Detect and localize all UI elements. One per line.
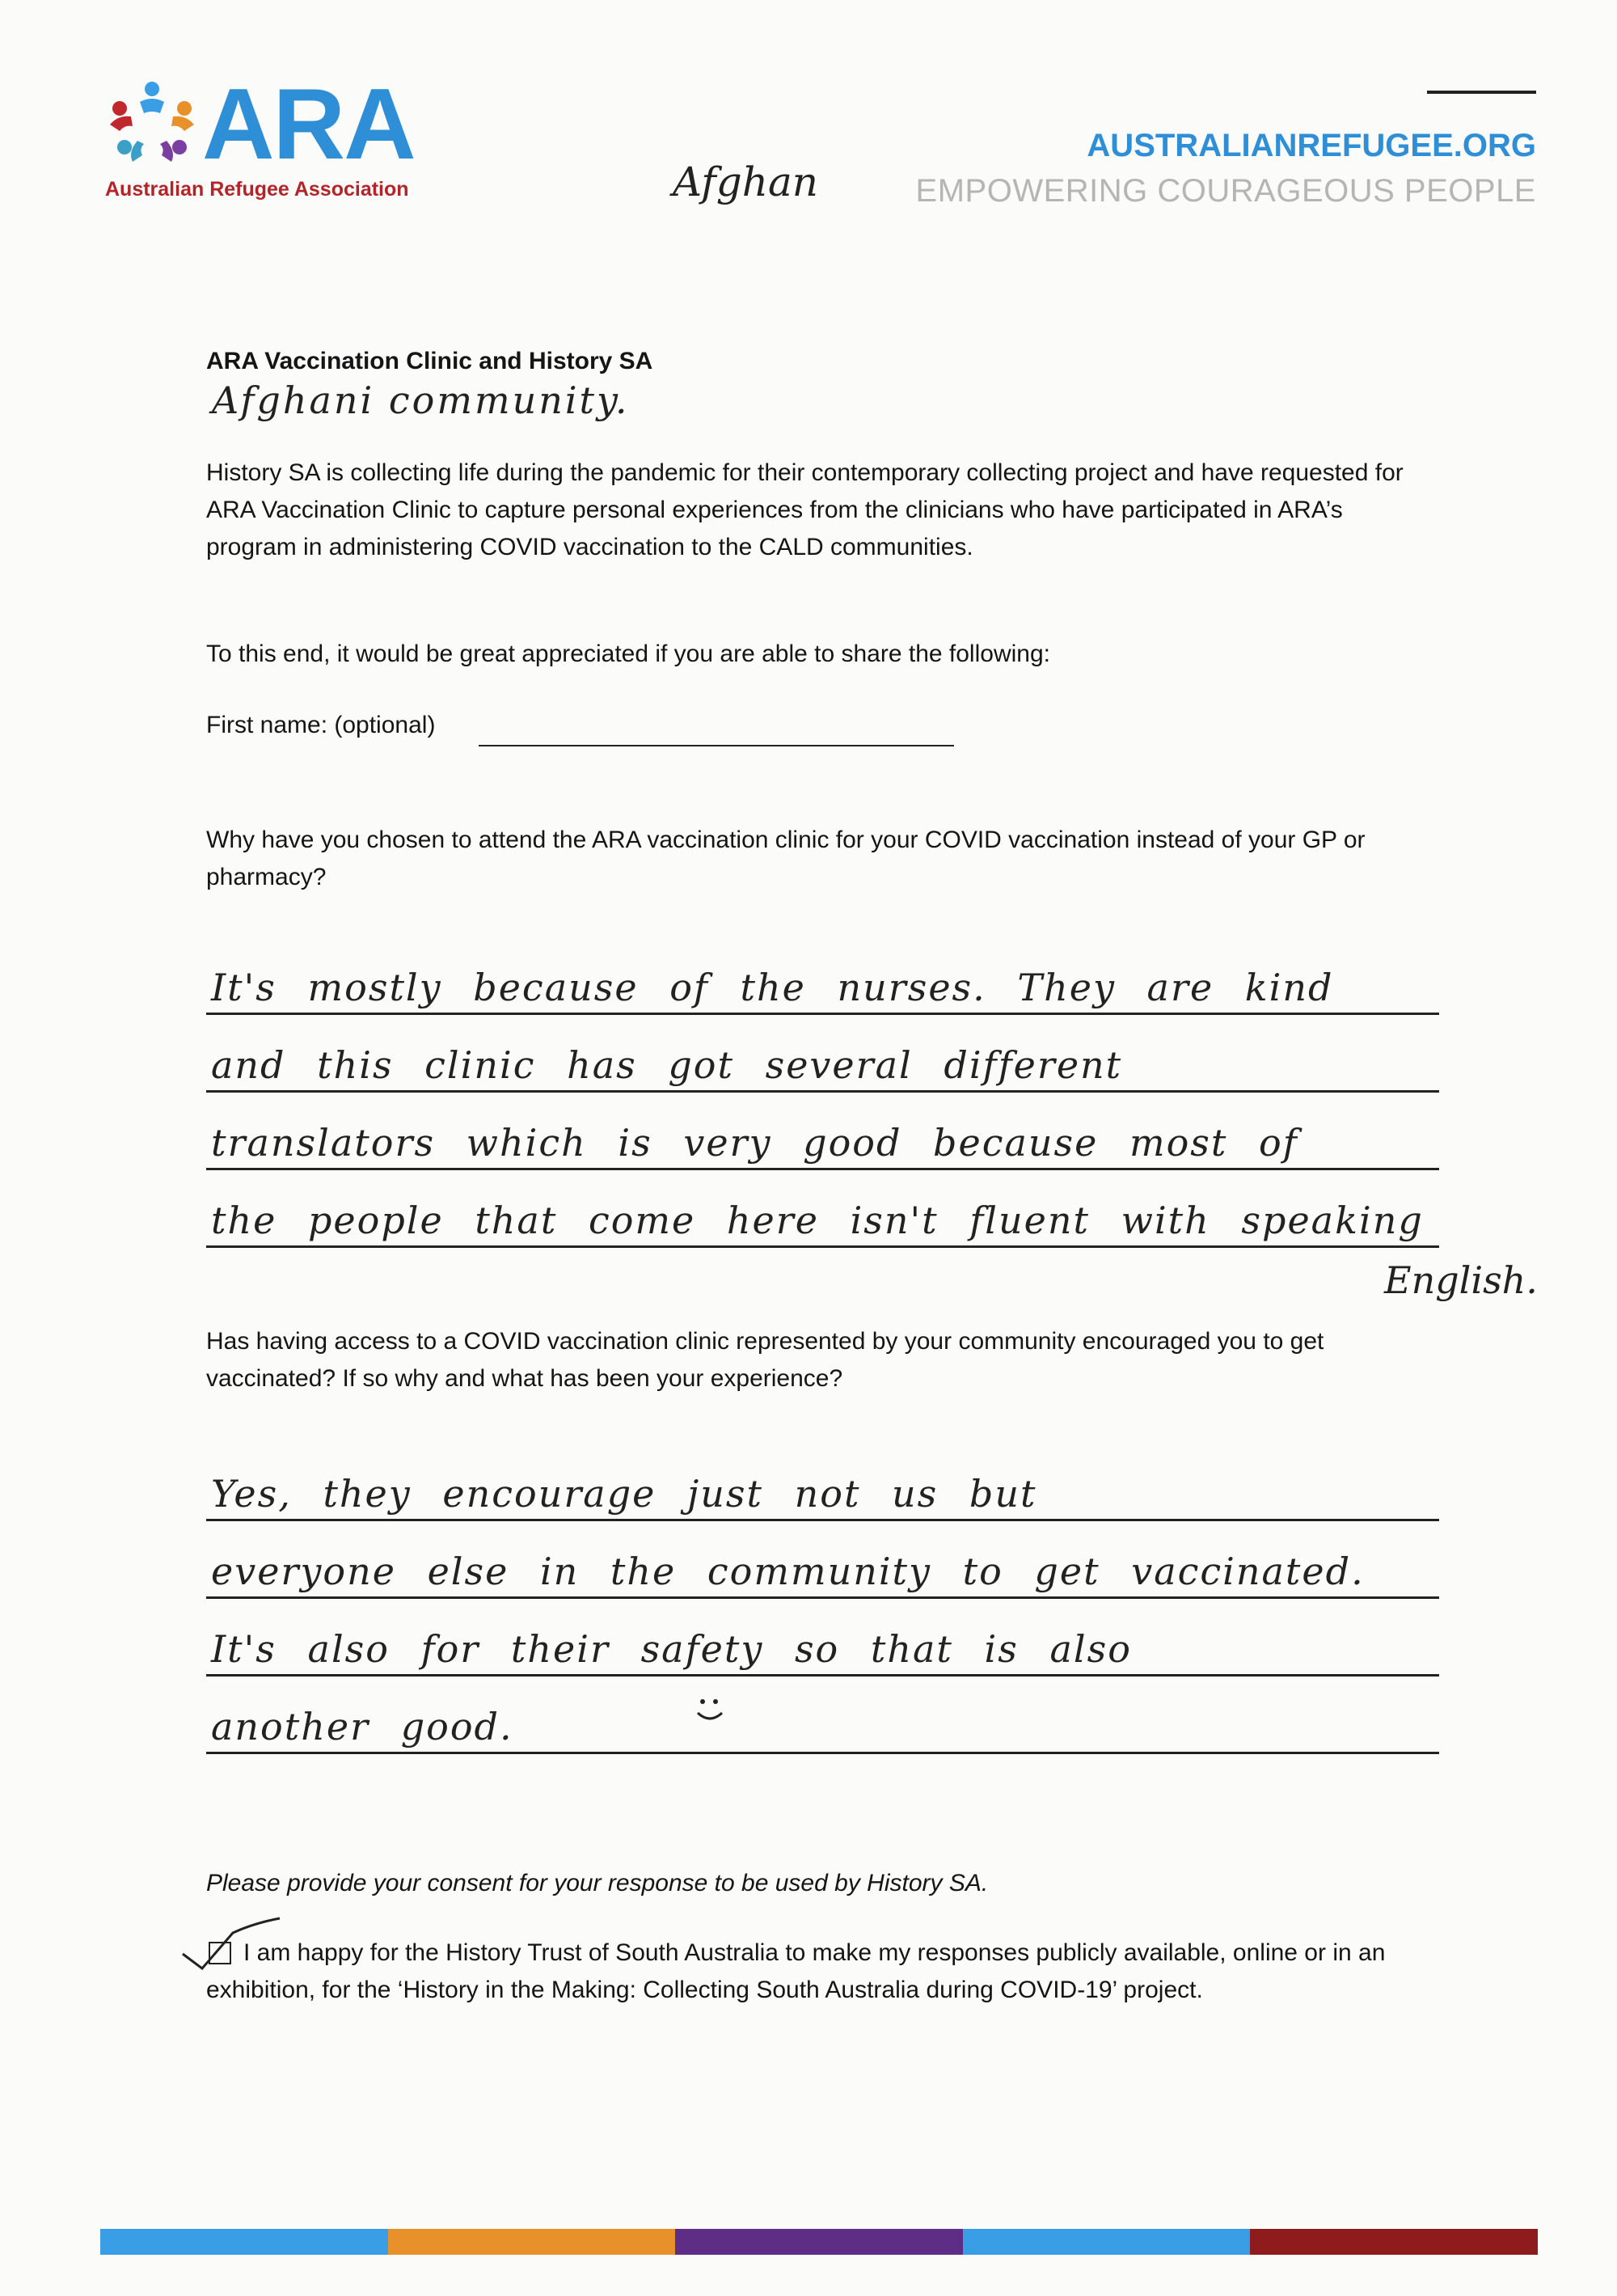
logo-wordmark: ARA bbox=[202, 69, 415, 180]
checkmark-icon bbox=[179, 1917, 285, 1973]
handwritten-community-note: Afghani community. bbox=[212, 378, 630, 422]
answer-1-text: translators which is very good because most of bbox=[211, 1121, 1298, 1165]
answer-1-line[interactable] bbox=[206, 1179, 1439, 1248]
answer-1-line[interactable] bbox=[206, 1024, 1439, 1093]
answer-2-text: another good. bbox=[211, 1705, 513, 1748]
colour-bar-segment bbox=[675, 2229, 963, 2255]
answer-1-line[interactable] bbox=[206, 946, 1439, 1015]
footer-colour-bar bbox=[100, 2229, 1538, 2255]
question-1: Why have you chosen to attend the ARA vaccination clinic for your COVID vaccination instead of your GP or pharmacy? bbox=[206, 827, 1366, 890]
answer-1-text: and this clinic has got several different bbox=[211, 1043, 1123, 1087]
answer-2-line[interactable] bbox=[206, 1608, 1439, 1677]
smiley-icon bbox=[691, 1693, 728, 1726]
intro-paragraph: History SA is collecting life during the pandemic for their contemporary collecting project and have requested for ARA Vaccination Clinic to capture personal experiences from the clinicians who have participated in ARA’s program in administering COVID vaccination to the CALD communities. bbox=[206, 459, 1404, 560]
website-url: AUSTRALIANREFUGEE.ORG bbox=[1087, 128, 1536, 163]
colour-bar-segment bbox=[963, 2229, 1251, 2255]
document-title: ARA Vaccination Clinic and History SA bbox=[206, 348, 653, 374]
answer-2-text: everyone else in the community to get vaccinated. bbox=[211, 1550, 1365, 1593]
question-2: Has having access to a COVID vaccination clinic represented by your community encouraged you to get vaccinated? If so why and what has been your experience? bbox=[206, 1328, 1324, 1392]
colour-bar-segment bbox=[100, 2229, 388, 2255]
answer-1-text: the people that come here isn't fluent with speaking bbox=[211, 1199, 1424, 1242]
first-name-field[interactable] bbox=[479, 745, 954, 746]
consent-prompt: Please provide your consent for your response to be used by History SA. bbox=[206, 1870, 989, 1896]
header-rule bbox=[1427, 91, 1536, 94]
consent-statement: I am happy for the History Trust of South Australia to make my responses publicly available, online or in an exhibition, for the ‘History in the Making: Collecting South Australia during COVID-19’ project. bbox=[206, 1939, 1386, 2003]
answer-2-line[interactable] bbox=[206, 1452, 1439, 1521]
answer-2-text: Yes, they encourage just not us but bbox=[211, 1472, 1037, 1516]
answer-1-overflow-text: English. bbox=[1384, 1258, 1538, 1302]
answer-2-line[interactable] bbox=[206, 1685, 1439, 1754]
colour-bar-segment bbox=[388, 2229, 676, 2255]
answer-1-line[interactable] bbox=[206, 1101, 1439, 1170]
tagline: EMPOWERING COURAGEOUS PEOPLE bbox=[915, 173, 1536, 209]
organisation-name: Australian Refugee Association bbox=[105, 178, 409, 201]
answer-2-line[interactable] bbox=[206, 1530, 1439, 1599]
answer-2-text: It's also for their safety so that is also bbox=[211, 1627, 1132, 1671]
people-circle-logo-icon bbox=[103, 78, 201, 167]
answer-1-text: It's mostly because of the nurses. They are kind bbox=[211, 966, 1334, 1009]
handwritten-note: Afghan bbox=[673, 159, 818, 205]
first-name-label: First name: (optional) bbox=[206, 712, 436, 738]
lead-sentence: To this end, it would be great appreciated if you are able to share the following: bbox=[206, 641, 1050, 667]
colour-bar-segment bbox=[1250, 2229, 1538, 2255]
